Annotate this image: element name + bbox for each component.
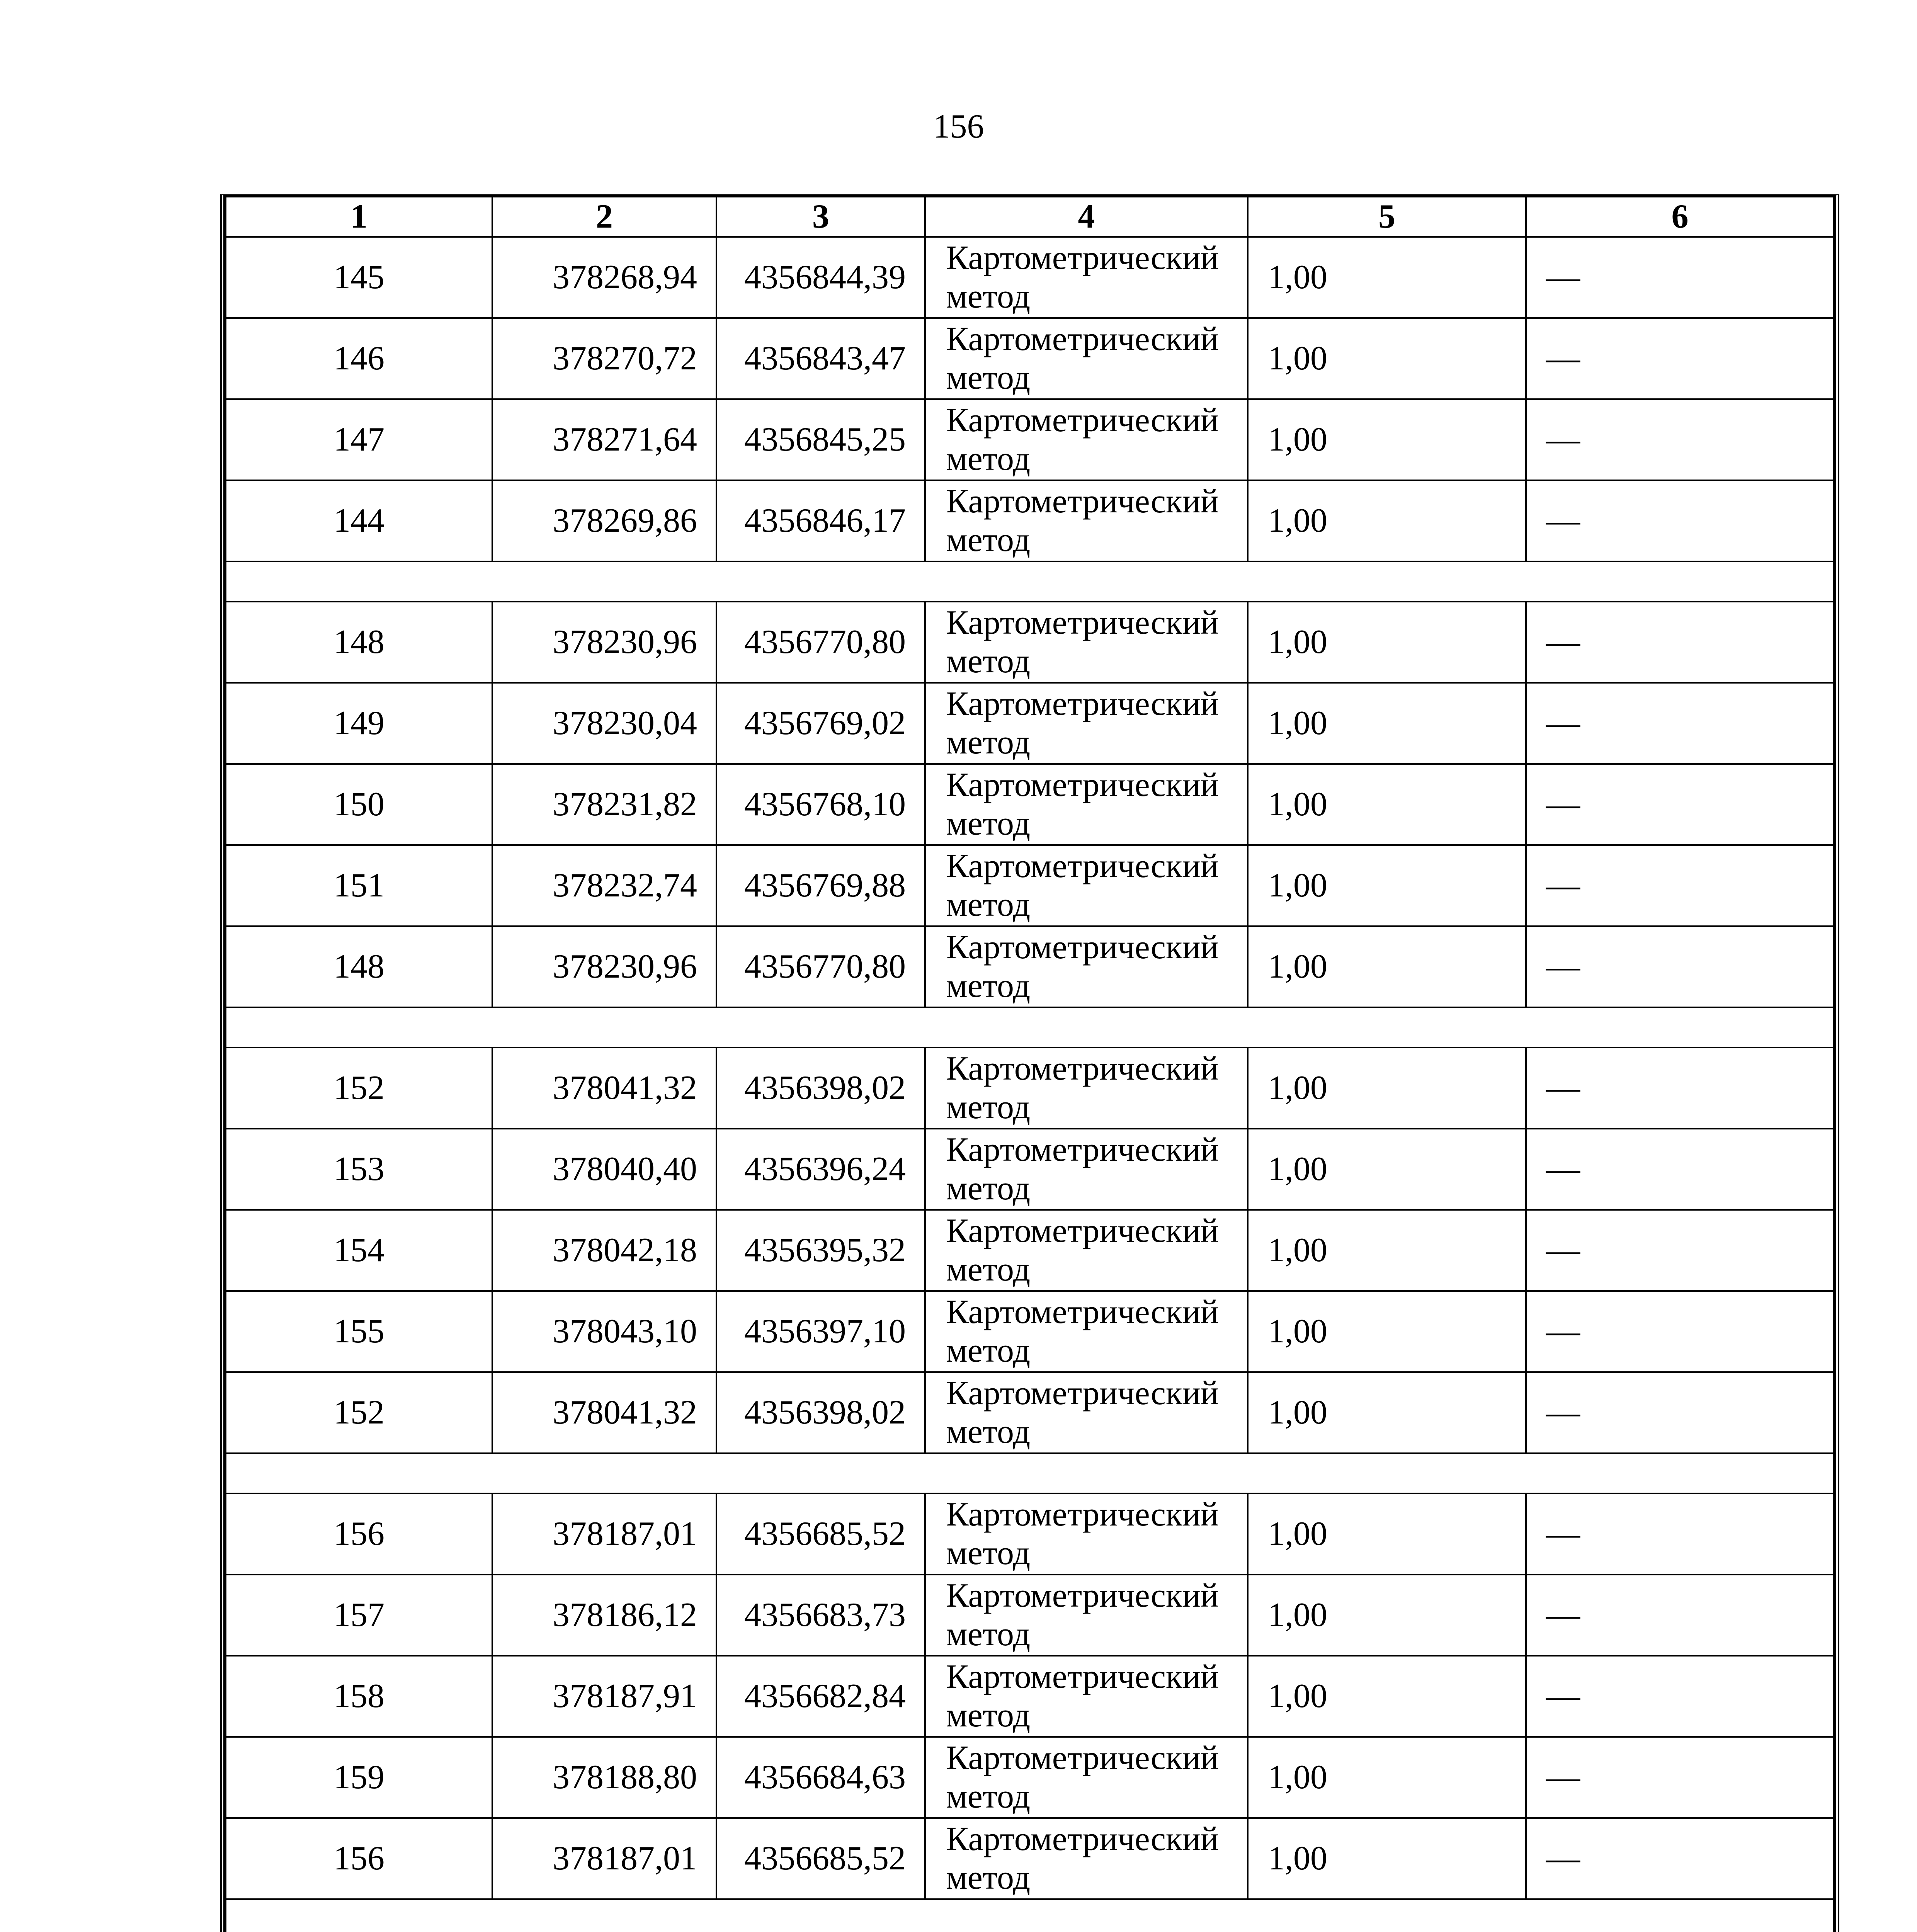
header-cell-2: 2 xyxy=(492,197,716,237)
y-coordinate-cell: 4356685,52 xyxy=(716,1818,925,1899)
point-number-cell: 152 xyxy=(226,1372,492,1453)
method-line-1: Картометрический xyxy=(946,847,1219,885)
x-coordinate-cell: 378230,04 xyxy=(492,683,716,764)
accuracy-cell: 1,00 xyxy=(1248,237,1526,318)
x-coordinate-cell: 378269,86 xyxy=(492,480,716,561)
point-number-cell: 156 xyxy=(226,1493,492,1575)
separator-cell xyxy=(226,1453,1834,1493)
x-coordinate-cell: 378230,96 xyxy=(492,602,716,683)
description-cell: — xyxy=(1526,1493,1834,1575)
x-coordinate-cell: 378186,12 xyxy=(492,1575,716,1656)
method-cell xyxy=(925,764,1248,845)
header-cell-4: 4 xyxy=(925,197,1248,237)
table-row xyxy=(226,1575,1834,1656)
method-line-2: метод xyxy=(946,1413,1031,1451)
x-coordinate-cell: 378187,01 xyxy=(492,1493,716,1575)
separator-row xyxy=(226,1453,1834,1493)
method-line-1: Картометрический xyxy=(946,483,1219,520)
table-row xyxy=(226,399,1834,480)
method-line-2: метод xyxy=(946,278,1031,315)
table-row xyxy=(226,764,1834,845)
description-cell: — xyxy=(1526,1210,1834,1291)
point-number-cell: 157 xyxy=(226,1575,492,1656)
separator-row xyxy=(226,1899,1834,1932)
description-cell: — xyxy=(1526,1291,1834,1372)
description-cell: — xyxy=(1526,764,1834,845)
description-cell: — xyxy=(1526,1818,1834,1899)
point-number-cell: 145 xyxy=(226,237,492,318)
y-coordinate-cell: 4356685,52 xyxy=(716,1493,925,1575)
separator-cell xyxy=(226,1007,1834,1048)
point-number-cell: 151 xyxy=(226,845,492,926)
y-coordinate-cell: 4356683,73 xyxy=(716,1575,925,1656)
separator-cell xyxy=(226,561,1834,602)
description-cell: — xyxy=(1526,1575,1834,1656)
accuracy-cell: 1,00 xyxy=(1248,1291,1526,1372)
separator-row xyxy=(226,561,1834,602)
method-cell xyxy=(925,1129,1248,1210)
point-number-cell: 148 xyxy=(226,926,492,1007)
accuracy-cell: 1,00 xyxy=(1248,602,1526,683)
method-cell xyxy=(925,1493,1248,1575)
point-number-cell: 156 xyxy=(226,1818,492,1899)
accuracy-cell: 1,00 xyxy=(1248,318,1526,399)
method-line-1: Картометрический xyxy=(946,239,1219,277)
y-coordinate-cell: 4356396,24 xyxy=(716,1129,925,1210)
accuracy-cell: 1,00 xyxy=(1248,480,1526,561)
y-coordinate-cell: 4356846,17 xyxy=(716,480,925,561)
x-coordinate-cell: 378041,32 xyxy=(492,1372,716,1453)
y-coordinate-cell: 4356397,10 xyxy=(716,1291,925,1372)
header-cell-5: 5 xyxy=(1248,197,1526,237)
method-line-1: Картометрический xyxy=(946,929,1219,966)
x-coordinate-cell: 378231,82 xyxy=(492,764,716,845)
table-row xyxy=(226,845,1834,926)
method-line-2: метод xyxy=(946,1778,1031,1815)
method-line-2: метод xyxy=(946,1616,1031,1653)
separator-cell xyxy=(226,1899,1834,1932)
method-line-2: метод xyxy=(946,1697,1031,1734)
y-coordinate-cell: 4356770,80 xyxy=(716,926,925,1007)
method-line-2: метод xyxy=(946,1088,1031,1126)
header-cell-6: 6 xyxy=(1526,197,1834,237)
x-coordinate-cell: 378230,96 xyxy=(492,926,716,1007)
table-row xyxy=(226,1818,1834,1899)
method-line-1: Картометрический xyxy=(946,766,1219,804)
method-cell xyxy=(925,1372,1248,1453)
table-row xyxy=(226,1210,1834,1291)
description-cell: — xyxy=(1526,318,1834,399)
y-coordinate-cell: 4356398,02 xyxy=(716,1048,925,1129)
method-cell xyxy=(925,399,1248,480)
point-number-cell: 144 xyxy=(226,480,492,561)
accuracy-cell: 1,00 xyxy=(1248,1656,1526,1737)
table-body xyxy=(226,237,1834,1932)
method-line-1: Картометрический xyxy=(946,1050,1219,1087)
method-line-2: метод xyxy=(946,1859,1031,1896)
method-line-2: метод xyxy=(946,805,1031,842)
x-coordinate-cell: 378040,40 xyxy=(492,1129,716,1210)
method-line-1: Картометрический xyxy=(946,1658,1219,1696)
method-line-2: метод xyxy=(946,886,1031,923)
method-line-1: Картометрический xyxy=(946,1577,1219,1614)
table-row xyxy=(226,318,1834,399)
method-cell xyxy=(925,318,1248,399)
point-number-cell: 150 xyxy=(226,764,492,845)
table-row xyxy=(226,1737,1834,1818)
y-coordinate-cell: 4356769,02 xyxy=(716,683,925,764)
method-line-1: Картометрический xyxy=(946,1820,1219,1858)
y-coordinate-cell: 4356843,47 xyxy=(716,318,925,399)
method-cell xyxy=(925,683,1248,764)
method-line-1: Картометрический xyxy=(946,1739,1219,1777)
method-line-2: метод xyxy=(946,1534,1031,1572)
coordinates-table-frame xyxy=(220,194,1839,1932)
description-cell: — xyxy=(1526,1129,1834,1210)
description-cell: — xyxy=(1526,845,1834,926)
y-coordinate-cell: 4356398,02 xyxy=(716,1372,925,1453)
accuracy-cell: 1,00 xyxy=(1248,764,1526,845)
method-line-2: метод xyxy=(946,967,1031,1005)
method-line-2: метод xyxy=(946,1251,1031,1288)
table-row xyxy=(226,1656,1834,1737)
x-coordinate-cell: 378271,64 xyxy=(492,399,716,480)
x-coordinate-cell: 378043,10 xyxy=(492,1291,716,1372)
method-line-1: Картометрический xyxy=(946,320,1219,358)
accuracy-cell: 1,00 xyxy=(1248,683,1526,764)
method-cell xyxy=(925,1048,1248,1129)
point-number-cell: 158 xyxy=(226,1656,492,1737)
x-coordinate-cell: 378187,91 xyxy=(492,1656,716,1737)
method-cell xyxy=(925,1737,1248,1818)
x-coordinate-cell: 378270,72 xyxy=(492,318,716,399)
table-row xyxy=(226,926,1834,1007)
description-cell: — xyxy=(1526,683,1834,764)
accuracy-cell: 1,00 xyxy=(1248,926,1526,1007)
x-coordinate-cell: 378187,01 xyxy=(492,1818,716,1899)
method-line-2: метод xyxy=(946,440,1031,478)
method-line-1: Картометрический xyxy=(946,1293,1219,1331)
method-line-1: Картометрический xyxy=(946,1496,1219,1533)
method-cell xyxy=(925,602,1248,683)
table-row xyxy=(226,480,1834,561)
point-number-cell: 147 xyxy=(226,399,492,480)
description-cell: — xyxy=(1526,1656,1834,1737)
method-line-1: Картометрический xyxy=(946,1131,1219,1168)
method-line-1: Картометрический xyxy=(946,401,1219,439)
coordinates-table xyxy=(225,196,1835,1932)
description-cell: — xyxy=(1526,237,1834,318)
method-cell xyxy=(925,480,1248,561)
table-row xyxy=(226,237,1834,318)
accuracy-cell: 1,00 xyxy=(1248,1210,1526,1291)
x-coordinate-cell: 378041,32 xyxy=(492,1048,716,1129)
method-cell xyxy=(925,1818,1248,1899)
accuracy-cell: 1,00 xyxy=(1248,399,1526,480)
method-cell xyxy=(925,1575,1248,1656)
point-number-cell: 149 xyxy=(226,683,492,764)
description-cell: — xyxy=(1526,602,1834,683)
method-line-1: Картометрический xyxy=(946,1212,1219,1250)
x-coordinate-cell: 378268,94 xyxy=(492,237,716,318)
point-number-cell: 155 xyxy=(226,1291,492,1372)
method-line-2: метод xyxy=(946,359,1031,396)
y-coordinate-cell: 4356845,25 xyxy=(716,399,925,480)
method-line-1: Картометрический xyxy=(946,1374,1219,1412)
method-line-2: метод xyxy=(946,1332,1031,1369)
method-line-2: метод xyxy=(946,1170,1031,1207)
point-number-cell: 152 xyxy=(226,1048,492,1129)
x-coordinate-cell: 378188,80 xyxy=(492,1737,716,1818)
x-coordinate-cell: 378042,18 xyxy=(492,1210,716,1291)
accuracy-cell: 1,00 xyxy=(1248,1048,1526,1129)
method-cell xyxy=(925,1656,1248,1737)
description-cell: — xyxy=(1526,1048,1834,1129)
method-cell xyxy=(925,1210,1248,1291)
accuracy-cell: 1,00 xyxy=(1248,1575,1526,1656)
y-coordinate-cell: 4356768,10 xyxy=(716,764,925,845)
description-cell: — xyxy=(1526,1737,1834,1818)
x-coordinate-cell: 378232,74 xyxy=(492,845,716,926)
accuracy-cell: 1,00 xyxy=(1248,1818,1526,1899)
table-row xyxy=(226,1372,1834,1453)
header-cell-1: 1 xyxy=(226,197,492,237)
method-cell xyxy=(925,845,1248,926)
accuracy-cell: 1,00 xyxy=(1248,1372,1526,1453)
separator-row xyxy=(226,1007,1834,1048)
method-cell xyxy=(925,237,1248,318)
table-row xyxy=(226,1048,1834,1129)
method-line-2: метод xyxy=(946,521,1031,559)
header-row xyxy=(226,197,1834,237)
description-cell: — xyxy=(1526,480,1834,561)
accuracy-cell: 1,00 xyxy=(1248,1737,1526,1818)
description-cell: — xyxy=(1526,1372,1834,1453)
description-cell: — xyxy=(1526,399,1834,480)
point-number-cell: 153 xyxy=(226,1129,492,1210)
accuracy-cell: 1,00 xyxy=(1248,1493,1526,1575)
y-coordinate-cell: 4356769,88 xyxy=(716,845,925,926)
y-coordinate-cell: 4356682,84 xyxy=(716,1656,925,1737)
method-line-2: метод xyxy=(946,724,1031,761)
accuracy-cell: 1,00 xyxy=(1248,845,1526,926)
method-line-1: Картометрический xyxy=(946,604,1219,641)
page-number: 156 xyxy=(933,108,984,145)
point-number-cell: 148 xyxy=(226,602,492,683)
header-cell-3: 3 xyxy=(716,197,925,237)
table-row xyxy=(226,1493,1834,1575)
table-row xyxy=(226,1291,1834,1372)
point-number-cell: 159 xyxy=(226,1737,492,1818)
table-row xyxy=(226,602,1834,683)
method-line-1: Картометрический xyxy=(946,685,1219,723)
y-coordinate-cell: 4356684,63 xyxy=(716,1737,925,1818)
point-number-cell: 154 xyxy=(226,1210,492,1291)
y-coordinate-cell: 4356395,32 xyxy=(716,1210,925,1291)
method-line-2: метод xyxy=(946,643,1031,680)
description-cell: — xyxy=(1526,926,1834,1007)
method-cell xyxy=(925,926,1248,1007)
y-coordinate-cell: 4356844,39 xyxy=(716,237,925,318)
point-number-cell: 146 xyxy=(226,318,492,399)
table-row xyxy=(226,1129,1834,1210)
y-coordinate-cell: 4356770,80 xyxy=(716,602,925,683)
table-row xyxy=(226,683,1834,764)
method-cell xyxy=(925,1291,1248,1372)
accuracy-cell: 1,00 xyxy=(1248,1129,1526,1210)
